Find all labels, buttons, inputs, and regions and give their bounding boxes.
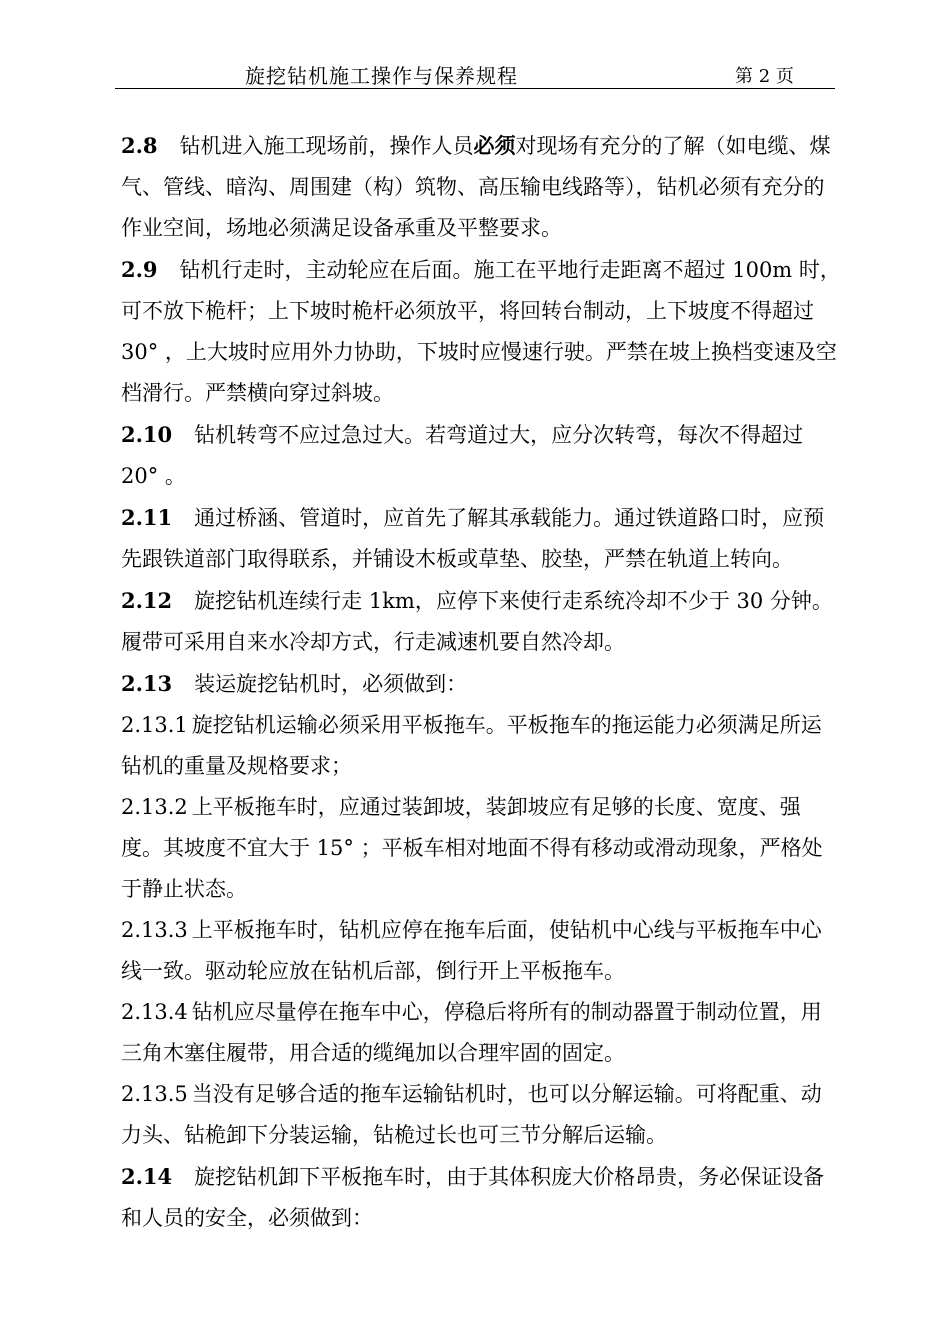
clause-number: 2.13: [121, 671, 173, 696]
clause-text: 对现场有充分的了解（如电缆、煤气、管线、暗沟、周围建（构）筑物、高压输电线路等），钻机必须有充分的作业空间，场地必须满足设备承重及平整要求。: [121, 134, 831, 240]
clause-text: 旋挖钻机连续行走 1km，应停下来使行走系统冷却不少于 30 分钟。履带可采用自来水冷却方式，行走减速机要自然冷却。: [121, 589, 833, 654]
clause-2-14: [121, 1156, 841, 1239]
clause-number: 2.12: [121, 588, 173, 613]
clause-text: 旋挖钻机卸下平板拖车时，由于其体积庞大价格昂贵，务必保证设备和人员的安全，必须做到：: [121, 1165, 825, 1230]
document-body: [121, 125, 841, 1239]
emphasis-text: 必须: [473, 133, 516, 158]
document-title: 旋挖钻机施工操作与保养规程: [245, 64, 518, 88]
clause-2-9: [121, 249, 841, 414]
subclause-number: 2.13.5: [121, 1082, 188, 1106]
subclause-number: 2.13.4: [121, 1000, 188, 1024]
subclause-number: 2.13.3: [121, 918, 188, 942]
clause-text: 钻机进入施工现场前，操作人员: [179, 134, 474, 158]
page-header: [115, 58, 835, 89]
clause-text: 钻机转弯不应过急过大。若弯道过大，应分次转弯，每次不得超过 20° 。: [121, 423, 804, 488]
clause-2-13-2: [121, 787, 841, 910]
clause-2-12: [121, 580, 841, 663]
clause-number: 2.14: [121, 1164, 173, 1189]
clause-2-13-1: [121, 705, 841, 787]
clause-2-10: [121, 414, 841, 497]
page-number: 第 2 页: [735, 66, 794, 87]
clause-2-8: [121, 125, 841, 249]
clause-number: 2.11: [121, 505, 173, 530]
clause-text: 装运旋挖钻机时，必须做到：: [194, 672, 468, 696]
clause-text: 旋挖钻机运输必须采用平板拖车。平板拖车的拖运能力必须满足所运钻机的重量及规格要求；: [121, 713, 822, 778]
clause-text: 钻机行走时，主动轮应在后面。施工在平地行走距离不超过 100m 时，可不放下桅杆；上下坡时桅杆必须放平，将回转台制动，上下坡度不得超过 30° ，上大坡时应用外力协助，下坡时应慢速行驶。严禁在坡上换档变速及空档滑行。严禁横向穿过斜坡。: [121, 258, 841, 405]
clause-text: 通过桥涵、管道时，应首先了解其承载能力。通过铁道路口时，应预先跟铁道部门取得联系，并铺设木板或草垫、胶垫，严禁在轨道上转向。: [121, 506, 825, 571]
clause-text: 当没有足够合适的拖车运输钻机时，也可以分解运输。可将配重、动力头、钻桅卸下分装运输，钻桅过长也可三节分解后运输。: [121, 1082, 822, 1147]
clause-2-11: [121, 497, 841, 580]
clause-2-13-3: [121, 910, 841, 992]
clause-number: 2.9: [121, 257, 158, 282]
subclause-number: 2.13.1: [121, 713, 188, 737]
subclause-number: 2.13.2: [121, 795, 188, 819]
clause-2-13-5: [121, 1074, 841, 1156]
clause-2-13: [121, 663, 841, 705]
clause-number: 2.10: [121, 422, 173, 447]
clause-text: 上平板拖车时，钻机应停在拖车后面，使钻机中心线与平板拖车中心线一致。驱动轮应放在钻机后部，倒行开上平板拖车。: [121, 918, 822, 983]
clause-text: 上平板拖车时，应通过装卸坡，装卸坡应有足够的长度、宽度、强度。其坡度不宜大于 15° ；平板车相对地面不得有移动或滑动现象，严格处于静止状态。: [121, 795, 823, 901]
clause-number: 2.8: [121, 133, 158, 158]
clause-text: 钻机应尽量停在拖车中心，停稳后将所有的制动器置于制动位置，用三角木塞住履带，用合适的缆绳加以合理牢固的固定。: [121, 1000, 822, 1065]
clause-2-13-4: [121, 992, 841, 1074]
